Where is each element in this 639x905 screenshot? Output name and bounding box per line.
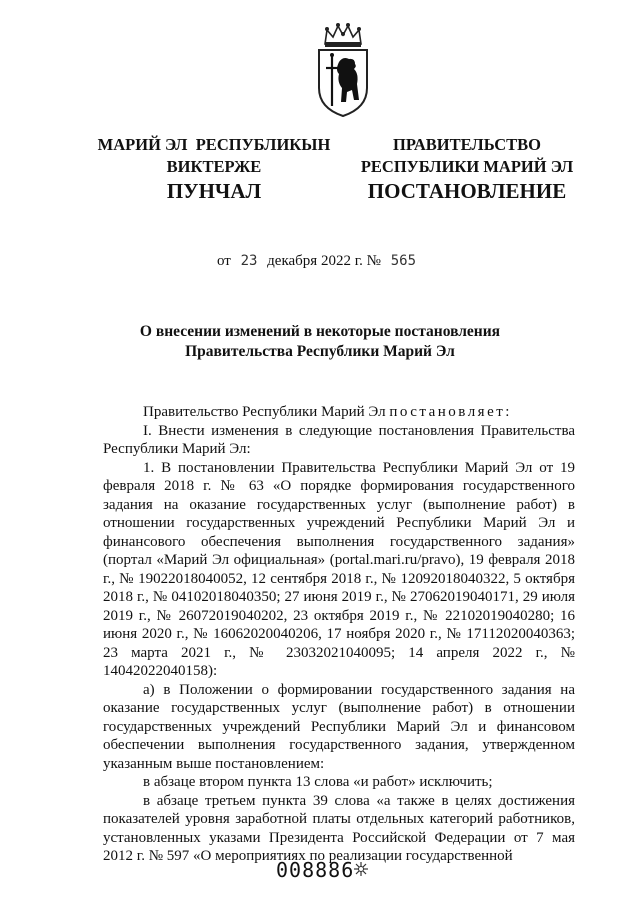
paragraph-item-39: в абзаце третьем пункта 39 слова «а также в целях достижения показателей уровня заработной платы отдельных категорий работников, установленных указами Президента Российской Федерации от 7 мая 2012 г. № 597 «О мероприятиях по реализации государственной	[103, 792, 575, 864]
document-date-line	[0, 253, 639, 270]
paragraph-item-1: 1. В постановлении Правительства Республики Марий Эл от 19 февраля 2018 г. № 63 «О порядке формирования государственного задания на оказание государственных услуг (выполнение работ) в отношении государственных учреждений Республики Марий Эл и финансового обеспечения выполнения государственного задания» (портал «Марий Эл официальная» (portal.mari.ru/pravo), 19 февраля 2018 г., № 19022018040052, 12 сентября 2018 г., № 12092018040322, 5 октября 2018 г., № 04102018040350; 27 июня 2019 г., № 27062019040171, 29 июля 2019 г., № 26072019040202, 23 октября 2019 г., № 22102019040280; 16 июня 2020 г., № 16062020040206, 17 ноября 2020 г., № 17112020040363; 23 марта 2021 г., № 23032021040095; 14 апреля 2022 г., № 14042022040158):	[103, 459, 575, 679]
title-line2: Правительства Республики Марий Эл	[185, 343, 455, 360]
document-number: 565	[390, 253, 417, 269]
header-left-line1: МАРИЙ ЭЛ РЕСПУБЛИКЫН	[97, 135, 331, 154]
header-right-block	[354, 134, 580, 178]
paragraph-item-a: а) в Положении о формировании государственного задания на оказание государственных услуг (выполнение работ) в отношении государственных учреждений Республики Марий Эл и финансовом обеспечении выполнения государственного задания, утвержденном указанным выше постановлением:	[103, 681, 575, 772]
header-right-line1: ПРАВИТЕЛЬСТВО	[393, 135, 541, 154]
form-serial-number: 008886	[276, 858, 355, 882]
paragraph-section-1: I. Внести изменения в следующие постановления Правительства Республики Марий Эл:	[103, 422, 575, 457]
document-body	[103, 403, 575, 866]
paragraph-item-13: в абзаце втором пункта 13 слова «и работ» исключить;	[143, 774, 493, 790]
header-left-line2: ВИКТЕРЖЕ	[166, 157, 262, 176]
security-mark-icon	[353, 861, 369, 877]
preamble-text: Правительство Республики Марий Эл	[143, 404, 390, 420]
title-line1: О внесении изменений в некоторые постановления	[139, 323, 501, 340]
header-left-doc-type: ПУНЧАЛ	[166, 179, 262, 203]
date-month-year: декабря 2022 г. №	[267, 253, 381, 269]
header-right-doc-type: ПОСТАНОВЛЕНИЕ	[367, 179, 567, 203]
preamble-spaced-verb: постановляет	[389, 404, 506, 420]
paragraph-preamble	[103, 403, 575, 422]
date-day: 23	[240, 253, 258, 269]
preamble-colon: :	[505, 404, 510, 420]
coat-of-arms-icon	[313, 22, 373, 118]
header-right-line2: РЕСПУБЛИКИ МАРИЙ ЭЛ	[360, 157, 574, 176]
header-left-block	[96, 134, 332, 178]
date-prefix: от	[216, 253, 231, 269]
document-title	[120, 322, 520, 362]
